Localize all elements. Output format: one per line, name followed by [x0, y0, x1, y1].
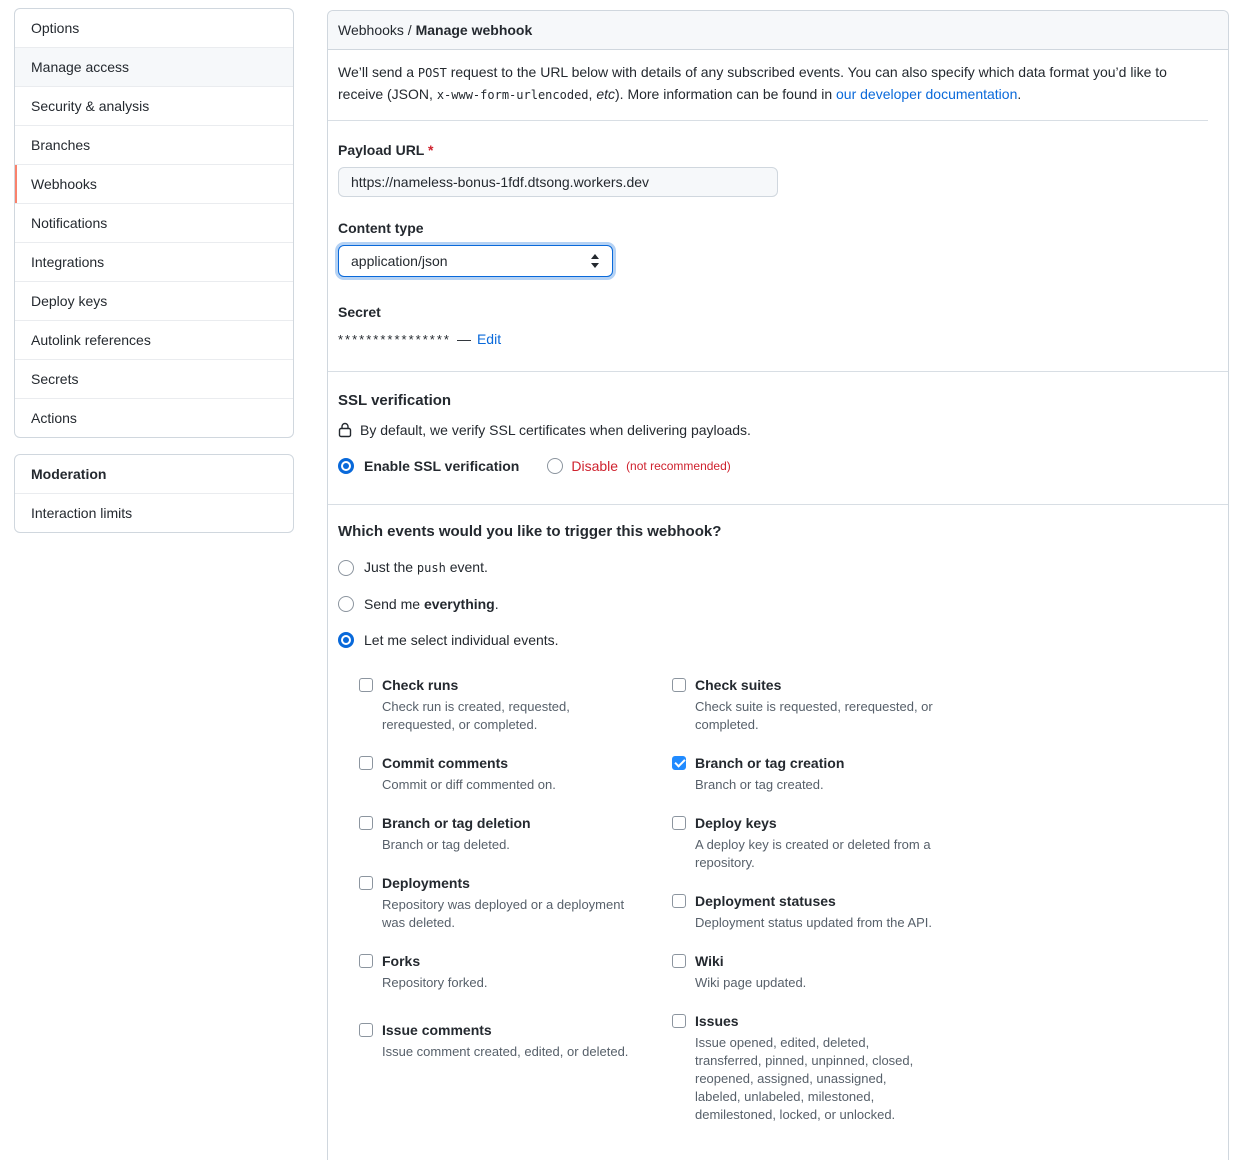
required-asterisk: * — [428, 142, 434, 159]
events-option-push[interactable]: Just the push event. — [338, 557, 1218, 578]
events-radio-list — [338, 557, 1218, 650]
ssl-enable-radio[interactable] — [338, 458, 354, 474]
webhook-form-section — [328, 121, 1228, 372]
event-issue-comments[interactable]: Issue comments Issue comment created, edited, or deleted. — [359, 1021, 642, 1061]
ssl-disable-label: Disable — [571, 458, 619, 475]
commit-comments-checkbox[interactable] — [359, 756, 373, 770]
issue-comments-checkbox[interactable] — [359, 1023, 373, 1037]
sidebar-item-autolink-references[interactable]: Autolink references — [15, 320, 293, 359]
intro-text: We’ll send a — [338, 64, 418, 80]
ssl-section — [328, 372, 1228, 505]
page-title: Manage webhook — [415, 22, 533, 38]
settings-nav-box — [14, 8, 294, 438]
events-section — [328, 505, 1228, 1159]
events-grid — [359, 676, 1218, 1143]
payload-url-input[interactable] — [338, 167, 778, 197]
event-branch-tag-creation[interactable]: Branch or tag creation Branch or tag created. — [672, 754, 934, 794]
moderation-header: Moderation — [31, 466, 107, 482]
ssl-disable-radio[interactable] — [547, 458, 563, 474]
sidebar-item-branches[interactable]: Branches — [15, 125, 293, 164]
event-forks[interactable]: Forks Repository forked. — [359, 952, 642, 992]
event-wiki[interactable]: Wiki Wiki page updated. — [672, 952, 934, 992]
event-deployments[interactable]: Deployments Repository was deployed or a deployment was deleted. — [359, 874, 642, 932]
intro-section: We’ll send a POST request to the URL below with details of any subscribed events. You can also specify which data format you’d like to receive (JSON, x-www-form-urlencoded, etc). More information can be found in our developer documentation. — [328, 50, 1208, 121]
intro-code-urlencoded: x-www-form-urlencoded — [436, 87, 589, 102]
sidebar-item-deploy-keys[interactable]: Deploy keys — [15, 281, 293, 320]
event-deploy-keys[interactable]: Deploy keys A deploy key is created or deleted from a repository. — [672, 814, 934, 872]
payload-url-label: Payload URL * — [338, 142, 434, 159]
ssl-note-row — [338, 422, 1218, 438]
events-option-individual[interactable]: Let me select individual events. — [338, 630, 1218, 650]
event-check-runs[interactable]: Check runs Check run is created, requested, rerequested, or completed. — [359, 676, 642, 734]
webhook-settings-panel — [327, 10, 1229, 1160]
events-everything-radio[interactable] — [338, 596, 354, 612]
event-deployment-statuses[interactable]: Deployment statuses Deployment status updated from the API. — [672, 892, 934, 932]
content-type-label: Content type — [338, 220, 424, 237]
event-commit-comments[interactable]: Commit comments Commit or diff commented on. — [359, 754, 642, 794]
sidebar-item-options[interactable]: Options — [31, 20, 80, 36]
content-type-selected-value: application/json — [351, 253, 448, 270]
deployment-statuses-checkbox[interactable] — [672, 894, 686, 908]
secret-label: Secret — [338, 304, 381, 321]
sidebar-item-secrets[interactable]: Secrets — [15, 359, 293, 398]
ssl-enable-option[interactable] — [338, 458, 519, 474]
secret-masked-value: **************** — [338, 331, 451, 347]
developer-documentation-link[interactable]: our developer documentation — [836, 85, 1018, 102]
events-individual-radio[interactable] — [338, 632, 354, 648]
breadcrumb-webhooks-link[interactable]: Webhooks — [338, 22, 404, 38]
branch-tag-deletion-checkbox[interactable] — [359, 816, 373, 830]
select-updown-icon — [590, 254, 600, 268]
forks-checkbox[interactable] — [359, 954, 373, 968]
check-suites-checkbox[interactable] — [672, 678, 686, 692]
ssl-disable-option[interactable] — [547, 458, 730, 474]
lock-icon — [338, 422, 352, 438]
events-push-radio[interactable] — [338, 560, 354, 576]
sidebar-item-interaction-limits[interactable]: Interaction limits — [15, 493, 293, 532]
intro-code-post: POST — [417, 66, 447, 80]
breadcrumb-separator: / — [403, 22, 416, 38]
intro-etc: etc — [596, 85, 615, 102]
settings-sidebar — [14, 8, 294, 533]
ssl-disable-note: (not recommended) — [626, 459, 731, 474]
secret-separator: — — [456, 331, 471, 348]
sidebar-item-notifications[interactable]: Notifications — [15, 203, 293, 242]
event-issues[interactable]: Issues Issue opened, edited, deleted, transferred, pinned, unpinned, closed, reopened, assigned, unassigned, labeled, unlabeled, milestoned, demilestoned, locked, or unlocked. — [672, 1012, 934, 1124]
sidebar-item-manage-access[interactable]: Manage access — [15, 47, 293, 86]
sidebar-item-security-analysis[interactable]: Security & analysis — [15, 86, 293, 125]
event-check-suites[interactable]: Check suites Check suite is requested, rerequested, or completed. — [672, 676, 934, 734]
moderation-nav-box — [14, 454, 294, 533]
sidebar-item-actions[interactable]: Actions — [15, 398, 293, 437]
wiki-checkbox[interactable] — [672, 954, 686, 968]
events-heading: Which events would you like to trigger this webhook? — [338, 523, 722, 541]
deploy-keys-checkbox[interactable] — [672, 816, 686, 830]
secret-edit-link[interactable]: Edit — [476, 331, 502, 348]
check-runs-checkbox[interactable] — [359, 678, 373, 692]
issues-checkbox[interactable] — [672, 1014, 686, 1028]
sidebar-item-integrations[interactable]: Integrations — [15, 242, 293, 281]
event-branch-tag-deletion[interactable]: Branch or tag deletion Branch or tag deleted. — [359, 814, 642, 854]
ssl-heading: SSL verification — [338, 392, 452, 410]
content-type-select[interactable] — [338, 245, 613, 277]
events-column-left — [359, 676, 642, 1143]
events-column-right — [672, 676, 934, 1143]
branch-tag-creation-checkbox[interactable] — [672, 756, 686, 770]
breadcrumb — [328, 11, 1228, 50]
ssl-enable-label: Enable SSL verification — [364, 458, 520, 475]
sidebar-item-webhooks[interactable]: Webhooks — [15, 164, 293, 203]
ssl-note: By default, we verify SSL certificates when delivering payloads. — [360, 422, 751, 439]
deployments-checkbox[interactable] — [359, 876, 373, 890]
ssl-options — [338, 458, 1218, 474]
push-code: push — [416, 561, 446, 576]
secret-row — [338, 331, 1218, 347]
events-option-everything[interactable]: Send me everything. — [338, 594, 1218, 614]
